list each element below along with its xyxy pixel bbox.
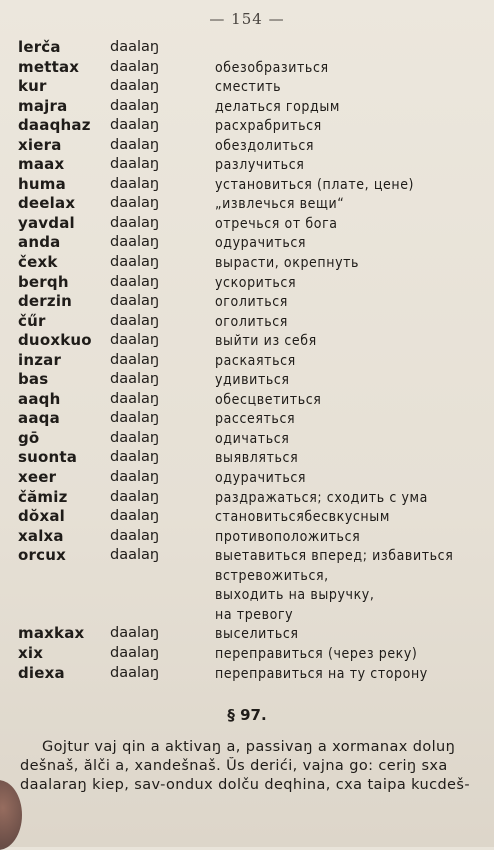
vocab-meaning: выйти из себя [215,333,317,350]
vocab-meaning: выетавиться вперед; избавиться [215,548,454,565]
page-number: — 154 — [209,10,285,28]
vocab-word: čămiz [18,487,68,506]
vocab-row [18,97,488,117]
vocab-row [18,624,488,644]
vocab-meaning: делаться гордым [215,98,340,115]
vocab-word: xix [18,643,44,662]
vocab-word: mettax [18,57,80,76]
vocabulary-list [18,38,488,683]
vocab-word: diexa [18,663,65,682]
vocab-meaning: противоположиться [215,528,361,545]
vocab-word: berqh [18,272,69,291]
vocab-row [18,429,488,449]
vocab-verb: daalaŋ [110,312,160,329]
vocab-row [18,214,488,234]
vocab-word: kur [18,77,47,96]
vocab-row [18,155,488,175]
vocab-meaning: расхрабриться [215,118,322,135]
vocab-verb: daalaŋ [110,332,160,349]
vocab-row [18,136,488,156]
vocab-word: aaqa [18,409,60,428]
vocab-verb: daalaŋ [110,273,160,290]
paragraph-text [20,738,490,795]
vocab-verb: daalaŋ [110,136,160,153]
vocab-word: inzar [18,350,62,369]
vocab-verb: daalaŋ [110,39,160,55]
vocab-word: suonta [18,448,78,467]
vocab-word: aaqh [18,389,61,408]
vocab-word: maxkax [18,624,85,643]
vocab-row [18,58,488,78]
vocab-row [18,116,488,136]
vocab-row [18,38,488,58]
vocab-verb: daalaŋ [110,508,160,525]
vocab-row [18,77,488,97]
vocab-word: gō [18,428,40,447]
section-heading: § 97. [227,706,267,724]
paragraph-line: Gojtur vaj qin a aktivaŋ a, passivaŋ a xormanax doluŋ [42,739,456,755]
vocab-row [18,194,488,214]
vocab-verb: daalaŋ [110,58,160,75]
vocab-verb: daalaŋ [110,390,160,407]
vocab-meaning: отречься от бога [215,215,338,232]
vocab-verb: daalaŋ [110,469,160,486]
vocab-row [18,175,488,195]
vocab-verb: daalaŋ [110,664,160,681]
vocab-row [18,448,488,468]
vocab-meaning: обездолиться [215,137,315,154]
vocab-meaning: выселиться [215,626,299,643]
vocab-row [18,468,488,488]
vocab-word: čűr [18,311,46,330]
vocab-meaning: удивиться [215,372,290,389]
vocab-meaning: одичаться [215,430,290,447]
vocab-word: dŏxal [18,507,65,526]
vocab-word: duoxkuo [18,331,92,350]
vocab-verb: daalaŋ [110,547,160,564]
vocab-verb: daalaŋ [110,234,160,251]
vocab-word: xeer [18,468,57,487]
vocab-meaning: рассеяться [215,411,296,428]
vocab-verb: daalaŋ [110,293,160,310]
vocab-meaning: сместить [215,79,282,96]
vocab-meaning: раздражаться; сходить с ума [215,489,428,506]
vocab-word: majra [18,96,68,115]
vocab-row [18,605,488,625]
vocab-meaning: „извлечься вещи“ [215,196,345,213]
vocab-word: daaqhaz [18,116,91,135]
vocab-row [18,233,488,253]
vocab-word: čexk [18,253,58,272]
vocab-meaning: переправиться на ту сторону [215,665,428,682]
vocab-meaning: оголиться [215,294,288,311]
vocab-meaning: ускориться [215,274,297,291]
vocab-verb: daalaŋ [110,97,160,114]
vocab-word: anda [18,233,61,252]
vocab-row [18,312,488,332]
vocab-verb: daalaŋ [110,214,160,231]
vocab-verb: daalaŋ [110,254,160,271]
vocab-meaning: раскаяться [215,352,296,369]
vocab-row [18,292,488,312]
vocab-word: lerča [18,38,61,56]
vocab-row [18,370,488,390]
vocab-word: deelax [18,194,76,213]
vocab-verb: daalaŋ [110,527,160,544]
vocab-row [18,566,488,586]
paragraph-line: daalaraŋ kiep, sav-ondux dolču deqhina, cxa taipa kucdeš- [20,777,470,793]
vocab-meaning: обезобразиться [215,59,329,76]
vocab-word: orcux [18,546,66,565]
vocab-verb: daalaŋ [110,195,160,212]
vocab-meaning: выявляться [215,450,299,467]
vocab-meaning: переправиться (через реку) [215,645,418,662]
vocab-meaning: одурачиться [215,470,307,487]
vocab-meaning: становитьсябесвкусным [215,509,390,526]
vocab-word: maax [18,155,65,174]
vocab-row [18,546,488,566]
vocab-row [18,644,488,664]
vocab-meaning: выходить на выручку, [215,587,375,604]
vocab-meaning: обесцветиться [215,391,322,408]
vocab-verb: daalaŋ [110,429,160,446]
vocab-row [18,331,488,351]
vocab-row [18,351,488,371]
vocab-meaning: вырасти, окрепнуть [215,255,360,272]
vocab-meaning: одурачиться [215,235,307,252]
vocab-word: bas [18,370,49,389]
vocab-row [18,273,488,293]
vocab-row [18,664,488,684]
vocab-meaning: оголиться [215,313,288,330]
vocab-word: xalxa [18,526,64,545]
vocab-verb: daalaŋ [110,117,160,134]
thumb-shadow [0,780,22,850]
vocab-word: yavdal [18,213,75,232]
vocab-verb: daalaŋ [110,371,160,388]
vocab-verb: daalaŋ [110,78,160,95]
vocab-meaning: разлучиться [215,157,305,174]
vocab-row [18,253,488,273]
vocab-meaning: встревожиться, [215,567,329,584]
vocab-verb: daalaŋ [110,644,160,661]
vocab-verb: daalaŋ [110,488,160,505]
vocab-row [18,488,488,508]
vocab-word: derzin [18,292,73,311]
vocab-row [18,409,488,429]
vocab-word: huma [18,174,66,193]
vocab-row [18,585,488,605]
vocab-row [18,390,488,410]
vocab-verb: daalaŋ [110,410,160,427]
vocab-row [18,507,488,527]
vocab-word: xiera [18,135,62,154]
vocab-meaning: установиться (плате, цене) [215,176,415,193]
paragraph-line: dešnaš, ălči a, xandešnaš. Ŭs derići, vajna go: ceriŋ sxa [20,758,448,774]
vocab-row [18,527,488,547]
vocab-verb: daalaŋ [110,625,160,642]
vocab-verb: daalaŋ [110,175,160,192]
vocab-verb: daalaŋ [110,351,160,368]
vocab-meaning: на тревогу [215,606,294,623]
vocab-verb: daalaŋ [110,156,160,173]
vocab-verb: daalaŋ [110,449,160,466]
